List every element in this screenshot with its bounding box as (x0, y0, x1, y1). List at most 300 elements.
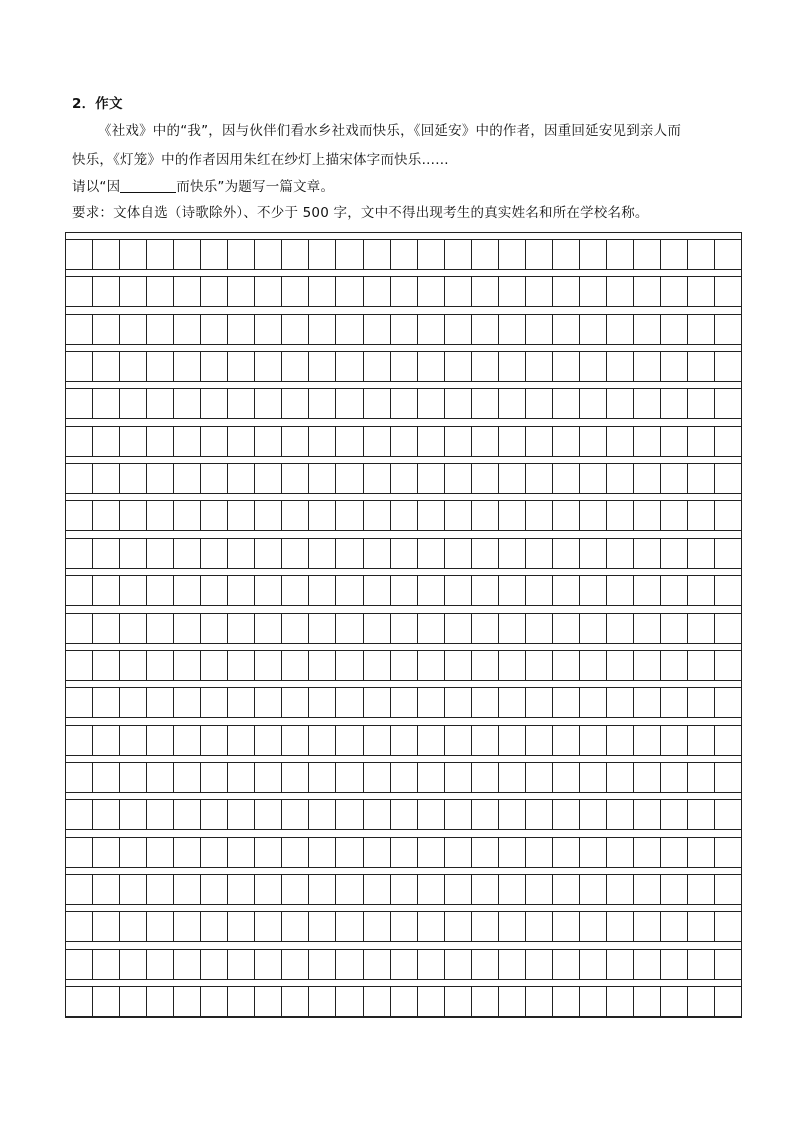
grid-cell[interactable] (499, 726, 526, 755)
grid-cell[interactable] (147, 464, 174, 493)
grid-cell[interactable] (634, 539, 661, 568)
grid-cell[interactable] (282, 389, 309, 418)
grid-cell[interactable] (715, 875, 741, 904)
grid-cell[interactable] (228, 726, 255, 755)
grid-cell[interactable] (201, 277, 228, 306)
grid-cell[interactable] (715, 539, 741, 568)
grid-cell[interactable] (174, 539, 201, 568)
grid-cell[interactable] (526, 539, 553, 568)
grid-cell[interactable] (66, 950, 93, 979)
grid-cell[interactable] (309, 838, 336, 867)
grid-cell[interactable] (688, 838, 715, 867)
grid-cell[interactable] (391, 987, 418, 1016)
grid-cell[interactable] (688, 464, 715, 493)
grid-cell[interactable] (418, 427, 445, 456)
grid-cell[interactable] (391, 614, 418, 643)
grid-cell[interactable] (391, 726, 418, 755)
grid-cell[interactable] (472, 427, 499, 456)
grid-cell[interactable] (715, 987, 741, 1016)
grid-cell[interactable] (607, 352, 634, 381)
grid-cell[interactable] (391, 277, 418, 306)
grid-cell[interactable] (364, 688, 391, 717)
grid-cell[interactable] (634, 950, 661, 979)
grid-cell[interactable] (282, 464, 309, 493)
grid-cell[interactable] (661, 651, 688, 680)
grid-cell[interactable] (228, 576, 255, 605)
grid-cell[interactable] (364, 240, 391, 269)
grid-cell[interactable] (255, 389, 282, 418)
grid-cell[interactable] (120, 651, 147, 680)
grid-cell[interactable] (472, 651, 499, 680)
grid-cell[interactable] (174, 464, 201, 493)
grid-cell[interactable] (472, 501, 499, 530)
grid-cell[interactable] (66, 987, 93, 1016)
grid-cell[interactable] (553, 726, 580, 755)
grid-cell[interactable] (120, 576, 147, 605)
grid-cell[interactable] (607, 427, 634, 456)
grid-cell[interactable] (445, 501, 472, 530)
grid-cell[interactable] (580, 427, 607, 456)
grid-cell[interactable] (499, 315, 526, 344)
grid-cell[interactable] (418, 464, 445, 493)
grid-cell[interactable] (553, 800, 580, 829)
grid-cell[interactable] (336, 464, 363, 493)
grid-cell[interactable] (201, 539, 228, 568)
grid-cell[interactable] (715, 240, 741, 269)
grid-cell[interactable] (553, 763, 580, 792)
grid-cell[interactable] (364, 651, 391, 680)
grid-cell[interactable] (715, 576, 741, 605)
grid-cell[interactable] (66, 501, 93, 530)
grid-cell[interactable] (147, 427, 174, 456)
grid-cell[interactable] (147, 838, 174, 867)
grid-cell[interactable] (688, 389, 715, 418)
grid-cell[interactable] (607, 315, 634, 344)
grid-cell[interactable] (228, 875, 255, 904)
grid-cell[interactable] (607, 389, 634, 418)
grid-cell[interactable] (580, 315, 607, 344)
grid-cell[interactable] (147, 987, 174, 1016)
grid-cell[interactable] (634, 688, 661, 717)
grid-cell[interactable] (309, 912, 336, 941)
grid-cell[interactable] (418, 912, 445, 941)
grid-cell[interactable] (255, 501, 282, 530)
grid-cell[interactable] (607, 838, 634, 867)
grid-cell[interactable] (634, 352, 661, 381)
grid-cell[interactable] (309, 875, 336, 904)
grid-cell[interactable] (174, 726, 201, 755)
grid-cell[interactable] (580, 464, 607, 493)
grid-cell[interactable] (418, 763, 445, 792)
grid-cell[interactable] (634, 389, 661, 418)
grid-cell[interactable] (255, 800, 282, 829)
grid-cell[interactable] (418, 501, 445, 530)
grid-cell[interactable] (661, 726, 688, 755)
grid-cell[interactable] (255, 763, 282, 792)
grid-cell[interactable] (661, 576, 688, 605)
grid-cell[interactable] (201, 950, 228, 979)
grid-cell[interactable] (607, 763, 634, 792)
grid-cell[interactable] (120, 277, 147, 306)
grid-cell[interactable] (282, 576, 309, 605)
grid-cell[interactable] (418, 800, 445, 829)
grid-cell[interactable] (445, 651, 472, 680)
grid-cell[interactable] (499, 240, 526, 269)
grid-cell[interactable] (201, 875, 228, 904)
grid-cell[interactable] (553, 352, 580, 381)
grid-cell[interactable] (580, 875, 607, 904)
grid-cell[interactable] (201, 726, 228, 755)
grid-cell[interactable] (445, 240, 472, 269)
grid-cell[interactable] (228, 950, 255, 979)
grid-cell[interactable] (553, 875, 580, 904)
grid-cell[interactable] (174, 352, 201, 381)
grid-cell[interactable] (93, 726, 120, 755)
grid-cell[interactable] (93, 950, 120, 979)
grid-cell[interactable] (201, 315, 228, 344)
grid-cell[interactable] (580, 651, 607, 680)
grid-cell[interactable] (228, 240, 255, 269)
grid-cell[interactable] (282, 763, 309, 792)
grid-cell[interactable] (607, 875, 634, 904)
grid-cell[interactable] (282, 240, 309, 269)
grid-cell[interactable] (201, 614, 228, 643)
grid-cell[interactable] (688, 987, 715, 1016)
grid-cell[interactable] (364, 539, 391, 568)
grid-cell[interactable] (661, 501, 688, 530)
grid-cell[interactable] (715, 688, 741, 717)
grid-cell[interactable] (228, 688, 255, 717)
grid-cell[interactable] (391, 464, 418, 493)
grid-cell[interactable] (93, 427, 120, 456)
grid-cell[interactable] (282, 352, 309, 381)
grid-cell[interactable] (364, 315, 391, 344)
grid-cell[interactable] (553, 651, 580, 680)
grid-cell[interactable] (255, 987, 282, 1016)
grid-cell[interactable] (336, 800, 363, 829)
grid-cell[interactable] (634, 875, 661, 904)
grid-cell[interactable] (174, 875, 201, 904)
grid-cell[interactable] (391, 576, 418, 605)
grid-cell[interactable] (228, 315, 255, 344)
grid-cell[interactable] (336, 651, 363, 680)
grid-cell[interactable] (634, 464, 661, 493)
grid-cell[interactable] (120, 726, 147, 755)
grid-cell[interactable] (472, 240, 499, 269)
grid-cell[interactable] (282, 726, 309, 755)
grid-cell[interactable] (607, 277, 634, 306)
grid-cell[interactable] (688, 912, 715, 941)
grid-cell[interactable] (580, 277, 607, 306)
grid-cell[interactable] (418, 240, 445, 269)
grid-cell[interactable] (688, 427, 715, 456)
grid-cell[interactable] (228, 763, 255, 792)
grid-cell[interactable] (201, 912, 228, 941)
grid-cell[interactable] (580, 389, 607, 418)
grid-cell[interactable] (526, 576, 553, 605)
grid-cell[interactable] (66, 912, 93, 941)
grid-cell[interactable] (472, 763, 499, 792)
grid-cell[interactable] (634, 800, 661, 829)
grid-cell[interactable] (255, 726, 282, 755)
grid-cell[interactable] (147, 912, 174, 941)
grid-cell[interactable] (688, 501, 715, 530)
grid-cell[interactable] (228, 800, 255, 829)
grid-cell[interactable] (715, 277, 741, 306)
grid-cell[interactable] (309, 651, 336, 680)
grid-cell[interactable] (255, 688, 282, 717)
grid-cell[interactable] (499, 277, 526, 306)
grid-cell[interactable] (580, 240, 607, 269)
grid-cell[interactable] (228, 464, 255, 493)
grid-cell[interactable] (364, 277, 391, 306)
grid-cell[interactable] (93, 875, 120, 904)
grid-cell[interactable] (526, 912, 553, 941)
grid-cell[interactable] (472, 315, 499, 344)
grid-cell[interactable] (201, 576, 228, 605)
grid-cell[interactable] (255, 277, 282, 306)
grid-cell[interactable] (553, 838, 580, 867)
grid-cell[interactable] (147, 277, 174, 306)
grid-cell[interactable] (174, 240, 201, 269)
grid-cell[interactable] (120, 240, 147, 269)
grid-cell[interactable] (715, 800, 741, 829)
grid-cell[interactable] (336, 912, 363, 941)
grid-cell[interactable] (418, 277, 445, 306)
grid-cell[interactable] (120, 838, 147, 867)
grid-cell[interactable] (201, 464, 228, 493)
grid-cell[interactable] (472, 539, 499, 568)
grid-cell[interactable] (174, 277, 201, 306)
grid-cell[interactable] (255, 614, 282, 643)
grid-cell[interactable] (93, 501, 120, 530)
grid-cell[interactable] (553, 614, 580, 643)
grid-cell[interactable] (228, 277, 255, 306)
grid-cell[interactable] (661, 950, 688, 979)
grid-cell[interactable] (147, 614, 174, 643)
grid-cell[interactable] (661, 800, 688, 829)
grid-cell[interactable] (147, 875, 174, 904)
grid-cell[interactable] (688, 614, 715, 643)
grid-cell[interactable] (553, 427, 580, 456)
grid-cell[interactable] (607, 912, 634, 941)
grid-cell[interactable] (120, 389, 147, 418)
grid-cell[interactable] (553, 389, 580, 418)
grid-cell[interactable] (634, 501, 661, 530)
grid-cell[interactable] (553, 539, 580, 568)
grid-cell[interactable] (688, 576, 715, 605)
grid-cell[interactable] (661, 277, 688, 306)
grid-cell[interactable] (418, 352, 445, 381)
grid-cell[interactable] (255, 539, 282, 568)
grid-cell[interactable] (120, 875, 147, 904)
grid-cell[interactable] (364, 427, 391, 456)
grid-cell[interactable] (201, 987, 228, 1016)
grid-cell[interactable] (364, 726, 391, 755)
grid-cell[interactable] (66, 389, 93, 418)
grid-cell[interactable] (93, 614, 120, 643)
grid-cell[interactable] (634, 576, 661, 605)
grid-cell[interactable] (336, 240, 363, 269)
grid-cell[interactable] (120, 763, 147, 792)
grid-cell[interactable] (282, 950, 309, 979)
grid-cell[interactable] (228, 651, 255, 680)
grid-cell[interactable] (553, 277, 580, 306)
grid-cell[interactable] (418, 576, 445, 605)
grid-cell[interactable] (201, 240, 228, 269)
grid-cell[interactable] (526, 352, 553, 381)
grid-cell[interactable] (688, 800, 715, 829)
grid-cell[interactable] (147, 950, 174, 979)
grid-cell[interactable] (634, 987, 661, 1016)
grid-cell[interactable] (580, 838, 607, 867)
grid-cell[interactable] (688, 315, 715, 344)
grid-cell[interactable] (580, 987, 607, 1016)
grid-cell[interactable] (120, 614, 147, 643)
grid-cell[interactable] (309, 614, 336, 643)
grid-cell[interactable] (93, 987, 120, 1016)
grid-cell[interactable] (661, 464, 688, 493)
grid-cell[interactable] (309, 539, 336, 568)
grid-cell[interactable] (607, 800, 634, 829)
grid-cell[interactable] (282, 800, 309, 829)
grid-cell[interactable] (66, 576, 93, 605)
grid-cell[interactable] (255, 427, 282, 456)
grid-cell[interactable] (445, 352, 472, 381)
grid-cell[interactable] (364, 950, 391, 979)
grid-cell[interactable] (147, 763, 174, 792)
grid-cell[interactable] (147, 389, 174, 418)
grid-cell[interactable] (661, 240, 688, 269)
grid-cell[interactable] (147, 501, 174, 530)
grid-cell[interactable] (93, 352, 120, 381)
title-blank[interactable] (120, 178, 176, 193)
grid-cell[interactable] (661, 539, 688, 568)
grid-cell[interactable] (93, 277, 120, 306)
grid-cell[interactable] (147, 651, 174, 680)
grid-cell[interactable] (634, 240, 661, 269)
grid-cell[interactable] (499, 501, 526, 530)
grid-cell[interactable] (715, 501, 741, 530)
grid-cell[interactable] (174, 987, 201, 1016)
grid-cell[interactable] (580, 501, 607, 530)
grid-cell[interactable] (120, 800, 147, 829)
grid-cell[interactable] (391, 912, 418, 941)
grid-cell[interactable] (93, 464, 120, 493)
grid-cell[interactable] (634, 315, 661, 344)
grid-cell[interactable] (607, 614, 634, 643)
grid-cell[interactable] (445, 688, 472, 717)
grid-cell[interactable] (445, 614, 472, 643)
grid-cell[interactable] (282, 651, 309, 680)
grid-cell[interactable] (93, 539, 120, 568)
grid-cell[interactable] (661, 912, 688, 941)
grid-cell[interactable] (201, 838, 228, 867)
grid-cell[interactable] (255, 352, 282, 381)
grid-cell[interactable] (309, 987, 336, 1016)
grid-cell[interactable] (255, 912, 282, 941)
grid-cell[interactable] (634, 763, 661, 792)
grid-cell[interactable] (364, 352, 391, 381)
grid-cell[interactable] (661, 352, 688, 381)
grid-cell[interactable] (309, 427, 336, 456)
grid-cell[interactable] (418, 875, 445, 904)
grid-cell[interactable] (607, 651, 634, 680)
grid-cell[interactable] (499, 427, 526, 456)
grid-cell[interactable] (174, 614, 201, 643)
grid-cell[interactable] (309, 576, 336, 605)
grid-cell[interactable] (147, 315, 174, 344)
grid-cell[interactable] (309, 726, 336, 755)
grid-cell[interactable] (580, 726, 607, 755)
grid-cell[interactable] (147, 352, 174, 381)
grid-cell[interactable] (174, 763, 201, 792)
grid-cell[interactable] (499, 576, 526, 605)
grid-cell[interactable] (688, 726, 715, 755)
grid-cell[interactable] (120, 688, 147, 717)
grid-cell[interactable] (499, 912, 526, 941)
grid-cell[interactable] (120, 950, 147, 979)
grid-cell[interactable] (391, 950, 418, 979)
grid-cell[interactable] (661, 614, 688, 643)
grid-cell[interactable] (120, 539, 147, 568)
grid-cell[interactable] (418, 389, 445, 418)
grid-cell[interactable] (553, 315, 580, 344)
grid-cell[interactable] (499, 987, 526, 1016)
grid-cell[interactable] (66, 277, 93, 306)
grid-cell[interactable] (336, 277, 363, 306)
grid-cell[interactable] (364, 501, 391, 530)
grid-cell[interactable] (472, 726, 499, 755)
grid-cell[interactable] (499, 539, 526, 568)
grid-cell[interactable] (472, 800, 499, 829)
grid-cell[interactable] (580, 539, 607, 568)
grid-cell[interactable] (715, 912, 741, 941)
grid-cell[interactable] (309, 763, 336, 792)
grid-cell[interactable] (688, 950, 715, 979)
grid-cell[interactable] (661, 427, 688, 456)
grid-cell[interactable] (634, 427, 661, 456)
grid-cell[interactable] (336, 614, 363, 643)
grid-cell[interactable] (391, 427, 418, 456)
grid-cell[interactable] (228, 614, 255, 643)
grid-cell[interactable] (120, 464, 147, 493)
grid-cell[interactable] (364, 800, 391, 829)
grid-cell[interactable] (336, 688, 363, 717)
grid-cell[interactable] (336, 539, 363, 568)
grid-cell[interactable] (391, 800, 418, 829)
grid-cell[interactable] (66, 539, 93, 568)
grid-cell[interactable] (634, 912, 661, 941)
grid-cell[interactable] (418, 838, 445, 867)
grid-cell[interactable] (580, 763, 607, 792)
grid-cell[interactable] (445, 800, 472, 829)
grid-cell[interactable] (147, 576, 174, 605)
grid-cell[interactable] (526, 389, 553, 418)
grid-cell[interactable] (201, 389, 228, 418)
grid-cell[interactable] (418, 651, 445, 680)
grid-cell[interactable] (526, 614, 553, 643)
grid-cell[interactable] (228, 389, 255, 418)
grid-cell[interactable] (336, 501, 363, 530)
grid-cell[interactable] (472, 838, 499, 867)
grid-cell[interactable] (418, 950, 445, 979)
grid-cell[interactable] (688, 763, 715, 792)
grid-cell[interactable] (93, 800, 120, 829)
grid-cell[interactable] (309, 315, 336, 344)
grid-cell[interactable] (418, 726, 445, 755)
grid-cell[interactable] (282, 875, 309, 904)
